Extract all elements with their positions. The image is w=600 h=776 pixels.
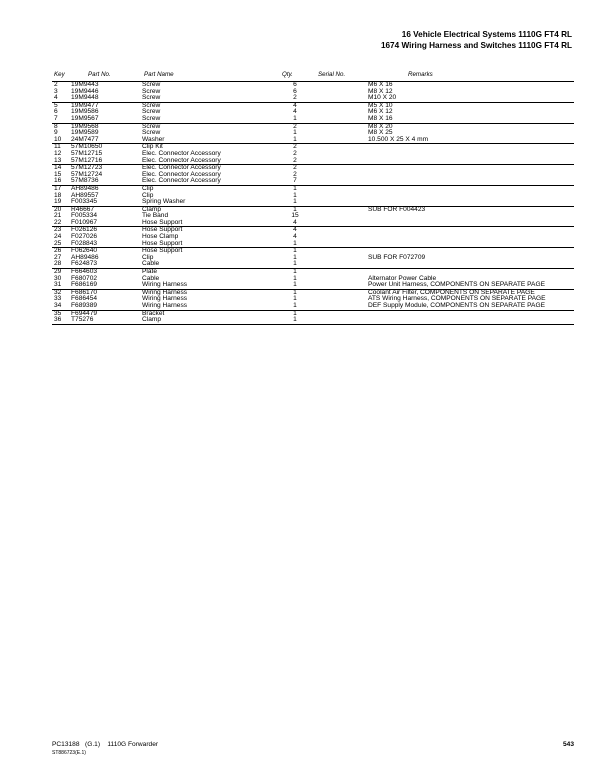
- remarks-cell: M8 X 20: [368, 122, 393, 130]
- table-row: [52, 193, 574, 200]
- qty-cell: 2: [293, 164, 297, 172]
- qty-cell: 2: [293, 94, 297, 102]
- table-row: [52, 199, 574, 206]
- remarks-cell: M8 X 12: [368, 87, 393, 95]
- key-cell: 34: [54, 302, 62, 309]
- qty-cell: 1: [293, 302, 297, 309]
- qty-cell: 7: [293, 177, 297, 185]
- part-name-cell: Screw: [142, 122, 161, 130]
- qty-cell: 6: [293, 87, 297, 95]
- part-name-cell: Elec. Connector Accessory: [142, 177, 221, 185]
- part-no-cell: 24M7477: [71, 135, 99, 143]
- part-name-cell: Wiring Harness: [142, 288, 188, 296]
- table-row: [52, 82, 574, 89]
- qty-cell: 2: [293, 143, 297, 151]
- qty-cell: 1: [293, 135, 297, 143]
- part-no-cell: R46667: [71, 205, 95, 213]
- key-cell: 14: [54, 164, 62, 172]
- part-no-cell: 57M12724: [71, 170, 103, 178]
- key-cell: 3: [54, 87, 58, 95]
- qty-cell: 1: [293, 198, 297, 206]
- key-cell: 6: [54, 108, 58, 116]
- key-cell: 27: [54, 253, 62, 261]
- qty-cell: 4: [293, 226, 297, 234]
- part-name-cell: Bracket: [142, 309, 165, 317]
- part-name-cell: Washer: [142, 135, 165, 143]
- key-cell: 4: [54, 94, 58, 102]
- qty-cell: 1: [293, 268, 297, 276]
- part-name-cell: Elec. Connector Accessory: [142, 164, 221, 172]
- key-cell: 26: [54, 247, 62, 255]
- key-cell: 29: [54, 268, 62, 276]
- remarks-cell: M6 X 16: [368, 81, 393, 88]
- part-name-cell: Screw: [142, 94, 161, 102]
- table-row: [52, 186, 574, 193]
- row-group: [52, 310, 574, 325]
- table-row: [52, 144, 574, 151]
- part-no-cell: F686454: [71, 295, 98, 303]
- part-no-cell: 57M12716: [71, 156, 103, 164]
- qty-cell: 2: [293, 170, 297, 178]
- qty-cell: 1: [293, 309, 297, 317]
- remarks-cell: SUB FOR F072709: [368, 253, 426, 261]
- qty-cell: 1: [293, 260, 297, 268]
- row-group: [52, 206, 574, 227]
- part-name-cell: Clamp: [142, 316, 162, 324]
- qty-cell: 1: [293, 191, 297, 199]
- row-group: [52, 164, 574, 185]
- key-cell: 18: [54, 191, 62, 199]
- part-no-cell: 57M10650: [71, 143, 103, 151]
- part-no-cell: F686170: [71, 288, 98, 296]
- key-cell: 32: [54, 288, 62, 296]
- table-row: [52, 303, 574, 310]
- footer-model: 1110G Forwarder: [107, 741, 159, 748]
- remarks-cell: M8 X 25: [368, 129, 393, 137]
- column-header-part-no: Part No.: [88, 71, 111, 78]
- key-cell: 30: [54, 274, 62, 282]
- column-header-serial-no: Serial No.: [318, 71, 346, 78]
- footer-revision: (G.1): [85, 741, 101, 748]
- table-row: [52, 178, 574, 185]
- key-cell: 20: [54, 205, 62, 213]
- part-no-cell: 19M9446: [71, 87, 99, 95]
- part-no-cell: 57M12715: [71, 149, 103, 157]
- key-cell: 15: [54, 170, 62, 178]
- part-no-cell: 19M9443: [71, 81, 99, 88]
- part-no-cell: F686169: [71, 281, 98, 289]
- part-no-cell: F694479: [71, 309, 98, 317]
- table-row: [52, 241, 574, 248]
- row-group: [52, 123, 574, 144]
- key-cell: 10: [54, 135, 62, 143]
- part-name-cell: Screw: [142, 114, 161, 122]
- remarks-cell: M5 X 10: [368, 101, 393, 109]
- table-row: [52, 282, 574, 289]
- key-cell: 12: [54, 149, 62, 157]
- table-row: [52, 137, 574, 144]
- part-no-cell: F624873: [71, 260, 98, 268]
- part-name-cell: Spring Washer: [142, 198, 186, 206]
- table-row: [52, 213, 574, 220]
- remarks-cell: Alternator Power Cable: [368, 274, 437, 282]
- key-cell: 16: [54, 177, 62, 185]
- qty-cell: 15: [291, 212, 299, 220]
- qty-cell: 1: [293, 184, 297, 192]
- table-row: [52, 207, 574, 214]
- part-no-cell: AH89557: [71, 191, 99, 199]
- row-group: [52, 81, 574, 102]
- table-row: [52, 116, 574, 123]
- part-name-cell: Screw: [142, 129, 161, 137]
- part-name-cell: Clamp: [142, 205, 162, 213]
- footer-page-number: 543: [562, 741, 574, 748]
- part-name-cell: Hose Support: [142, 226, 183, 234]
- part-name-cell: Tie Band: [142, 212, 169, 220]
- column-header-qty: Qty.: [282, 71, 293, 78]
- table-row: [52, 261, 574, 268]
- table-row: [52, 311, 574, 318]
- part-no-cell: 19M9448: [71, 94, 99, 102]
- table-row: [52, 220, 574, 227]
- part-no-cell: F664603: [71, 268, 98, 276]
- part-no-cell: F062640: [71, 247, 98, 255]
- part-name-cell: Hose Clamp: [142, 233, 179, 241]
- table-row: [52, 172, 574, 179]
- qty-cell: 1: [293, 316, 297, 324]
- qty-cell: 1: [293, 205, 297, 213]
- part-name-cell: Cable: [142, 274, 160, 282]
- key-cell: 36: [54, 316, 62, 324]
- part-no-cell: 19M9567: [71, 114, 99, 122]
- table-row: [52, 89, 574, 96]
- qty-cell: 1: [293, 281, 297, 289]
- key-cell: 5: [54, 101, 58, 109]
- remarks-cell: ATS Wiring Harness, COMPONENTS ON SEPARATE PAGE: [368, 295, 546, 303]
- key-cell: 25: [54, 239, 62, 247]
- key-cell: 7: [54, 114, 58, 122]
- part-name-cell: Plate: [142, 268, 158, 276]
- table-row: [52, 165, 574, 172]
- part-no-cell: 19M9589: [71, 129, 99, 137]
- column-header-key: Key: [54, 71, 65, 78]
- remarks-cell: M6 X 12: [368, 108, 393, 116]
- row-group: [52, 143, 574, 164]
- part-name-cell: Elec. Connector Accessory: [142, 156, 221, 164]
- part-no-cell: F689389: [71, 302, 98, 309]
- remarks-cell: 10.500 X 25 X 4 mm: [368, 135, 429, 143]
- part-no-cell: F680702: [71, 274, 98, 282]
- key-cell: 23: [54, 226, 62, 234]
- row-group: [52, 268, 574, 289]
- part-no-cell: 57M8736: [71, 177, 99, 185]
- qty-cell: 4: [293, 101, 297, 109]
- qty-cell: 1: [293, 239, 297, 247]
- part-name-cell: Clip: [142, 253, 154, 261]
- qty-cell: 2: [293, 149, 297, 157]
- table-row: [52, 151, 574, 158]
- key-cell: 35: [54, 309, 62, 317]
- qty-cell: 4: [293, 108, 297, 116]
- part-name-cell: Wiring Harness: [142, 302, 188, 309]
- footer-catalog-number: PC13188: [52, 741, 80, 748]
- key-cell: 8: [54, 122, 58, 130]
- remarks-cell: M10 X 20: [368, 94, 397, 102]
- key-cell: 22: [54, 218, 62, 226]
- parts-table: [52, 81, 574, 325]
- table-row: [52, 234, 574, 241]
- footer-document-code: ST886723(E.1): [52, 750, 86, 756]
- qty-cell: 2: [293, 156, 297, 164]
- header-subsection-title: 1674 Wiring Harness and Switches 1110G FT4 RL: [380, 40, 572, 50]
- part-no-cell: 19M9568: [71, 122, 99, 130]
- table-row: [52, 248, 574, 255]
- table-row: [52, 95, 574, 102]
- part-no-cell: F010967: [71, 218, 98, 226]
- part-name-cell: Elec. Connector Accessory: [142, 149, 221, 157]
- qty-cell: 1: [293, 247, 297, 255]
- part-no-cell: 19M9586: [71, 108, 99, 116]
- row-group: [52, 289, 574, 310]
- header-section-title: 16 Vehicle Electrical Systems 1110G FT4 RL: [401, 30, 572, 39]
- qty-cell: 1: [293, 253, 297, 261]
- table-row: [52, 158, 574, 165]
- key-cell: 33: [54, 295, 62, 303]
- part-name-cell: Clip: [142, 191, 154, 199]
- table-row: [52, 255, 574, 262]
- key-cell: 31: [54, 281, 62, 289]
- part-name-cell: Screw: [142, 101, 161, 109]
- qty-cell: 1: [293, 274, 297, 282]
- qty-cell: 1: [293, 114, 297, 122]
- part-name-cell: Wiring Harness: [142, 281, 188, 289]
- table-row: [52, 109, 574, 116]
- qty-cell: 4: [293, 218, 297, 226]
- part-name-cell: Wiring Harness: [142, 295, 188, 303]
- part-no-cell: T75276: [71, 316, 94, 324]
- footer-catalog-info: [52, 741, 158, 748]
- column-header-part-name: Part Name: [144, 71, 174, 78]
- key-cell: 13: [54, 156, 62, 164]
- qty-cell: 1: [293, 288, 297, 296]
- key-cell: 28: [54, 260, 62, 268]
- qty-cell: 1: [293, 295, 297, 303]
- part-name-cell: Screw: [142, 81, 161, 88]
- part-name-cell: Hose Support: [142, 218, 183, 226]
- part-no-cell: F027026: [71, 233, 98, 241]
- part-no-cell: 19M9477: [71, 101, 99, 109]
- row-group: [52, 102, 574, 123]
- table-row: [52, 130, 574, 137]
- page-header: [381, 30, 572, 51]
- qty-cell: 1: [293, 129, 297, 137]
- part-name-cell: Hose Support: [142, 247, 183, 255]
- table-row: [52, 124, 574, 131]
- part-no-cell: AH89486: [71, 184, 99, 192]
- column-header-remarks: Remarks: [408, 71, 433, 78]
- part-no-cell: AH89486: [71, 253, 99, 261]
- part-name-cell: Screw: [142, 108, 161, 116]
- part-name-cell: Clip Kit: [142, 143, 163, 151]
- key-cell: 21: [54, 212, 62, 220]
- qty-cell: 2: [293, 122, 297, 130]
- row-group: [52, 185, 574, 206]
- qty-cell: 6: [293, 81, 297, 88]
- key-cell: 17: [54, 184, 62, 192]
- remarks-cell: M8 X 16: [368, 114, 393, 122]
- key-cell: 2: [54, 81, 58, 88]
- row-group: [52, 226, 574, 247]
- part-no-cell: F003345: [71, 198, 98, 206]
- key-cell: 11: [54, 143, 61, 151]
- row-group: [52, 247, 574, 268]
- qty-cell: 4: [293, 233, 297, 241]
- part-no-cell: 57M12723: [71, 164, 103, 172]
- key-cell: 19: [54, 198, 62, 206]
- part-name-cell: Cable: [142, 260, 160, 268]
- part-name-cell: Clip: [142, 184, 154, 192]
- table-row: [52, 103, 574, 110]
- table-row: [52, 269, 574, 276]
- part-no-cell: F026126: [71, 226, 98, 234]
- remarks-cell: Coolant Air Filter, COMPONENTS ON SEPARATE PAGE: [368, 288, 535, 296]
- part-no-cell: F028843: [71, 239, 98, 247]
- part-no-cell: F005334: [71, 212, 98, 220]
- remarks-cell: SUB FOR F004423: [368, 205, 426, 213]
- table-row: [52, 227, 574, 234]
- remarks-cell: Power Unit Harness, COMPONENTS ON SEPARATE PAGE: [368, 281, 545, 289]
- remarks-cell: DEF Supply Module, COMPONENTS ON SEPARATE PAGE: [368, 302, 545, 309]
- table-row: [52, 317, 574, 324]
- key-cell: 9: [54, 129, 58, 137]
- part-name-cell: Hose Support: [142, 239, 183, 247]
- part-name-cell: Screw: [142, 87, 161, 95]
- part-name-cell: Elec. Connector Accessory: [142, 170, 221, 178]
- key-cell: 24: [54, 233, 62, 241]
